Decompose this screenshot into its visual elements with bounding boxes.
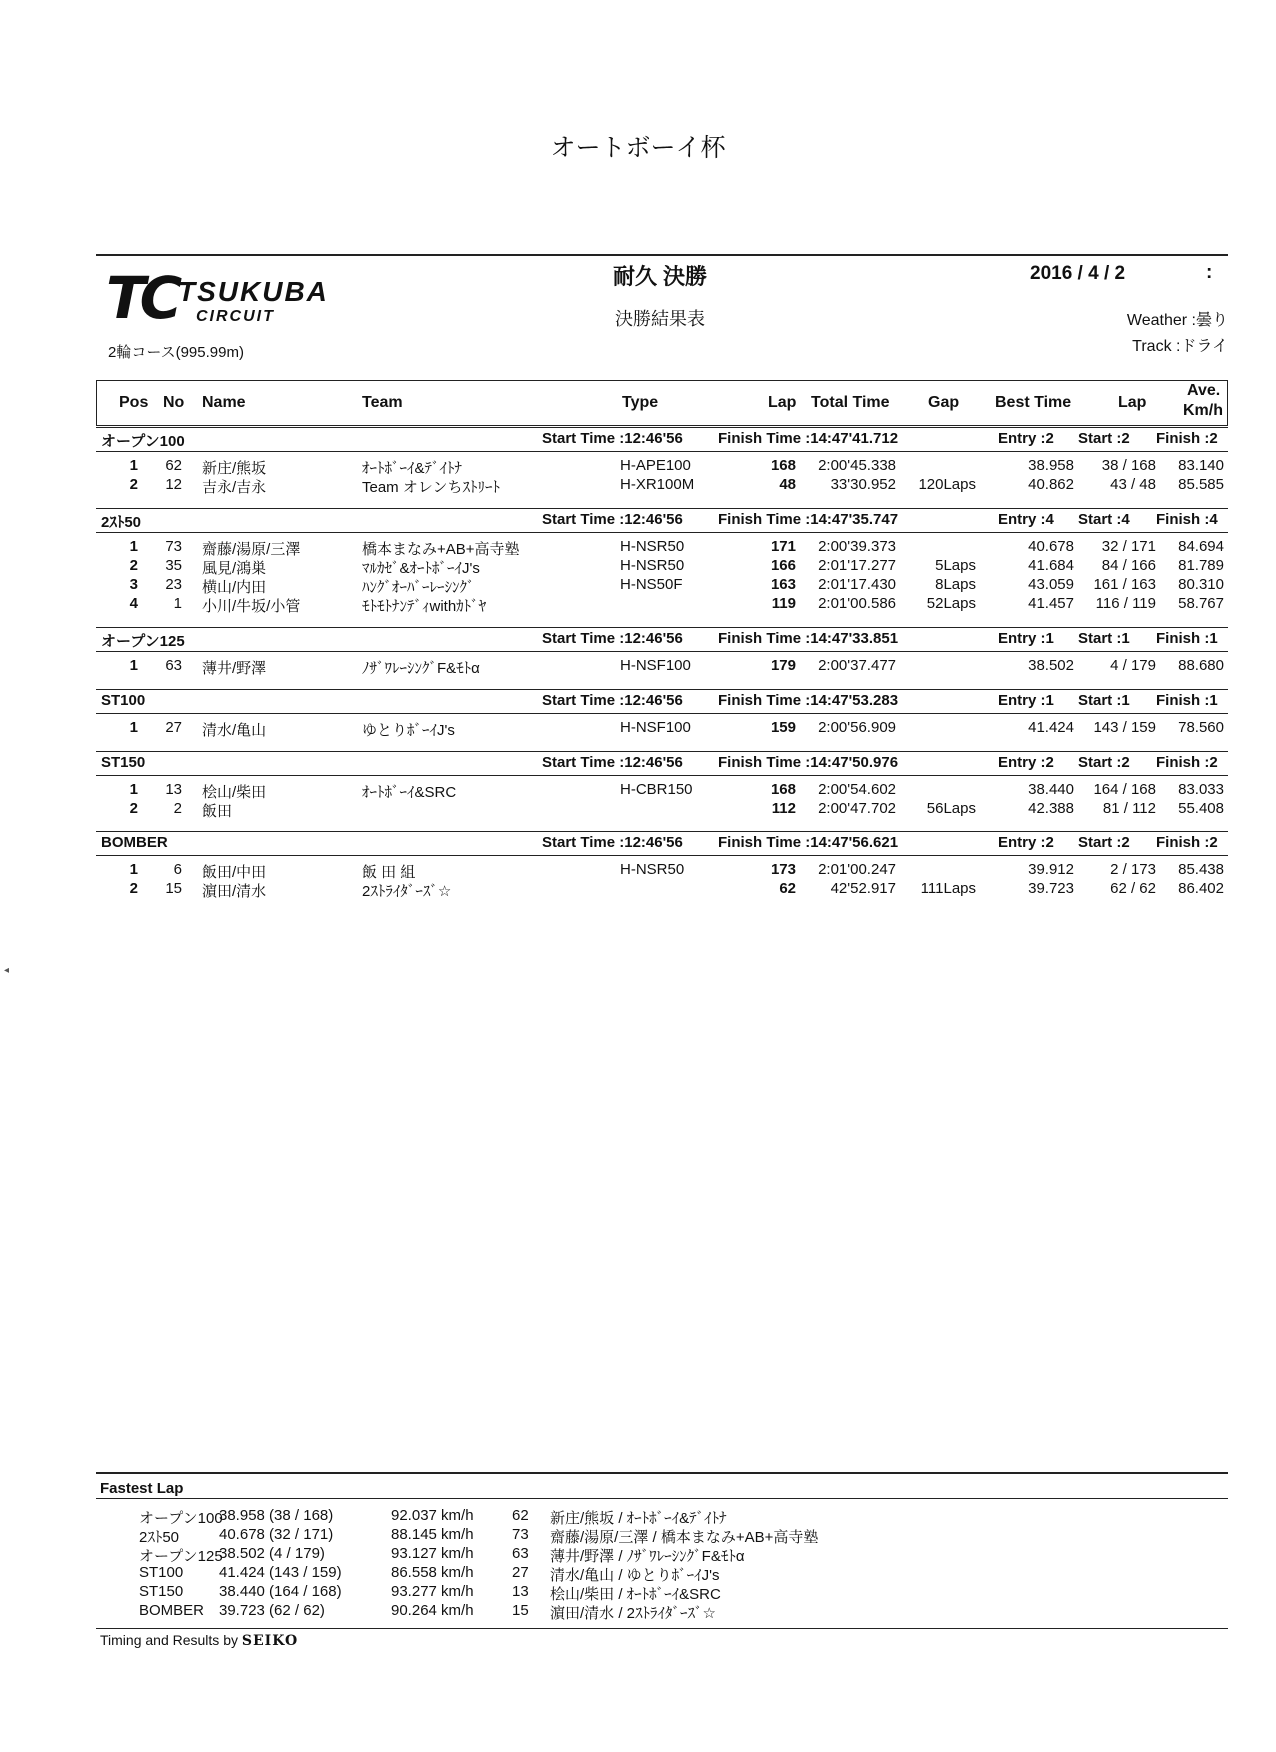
- row-lap: 62: [779, 880, 796, 897]
- event-subtitle: 決勝結果表: [615, 309, 705, 329]
- row-best-time: 39.723: [1028, 880, 1074, 897]
- header-top-rule: [96, 254, 1228, 256]
- row-ave-speed: 86.402: [1178, 880, 1224, 897]
- row-lap: 119: [771, 595, 796, 612]
- fl-time: 38.440 (164 / 168): [219, 1583, 342, 1600]
- fastest-lap-title-rule: [96, 1498, 1228, 1499]
- row-total-time: 2:00'37.477: [818, 657, 896, 674]
- class-entry: Entry :1: [998, 692, 1054, 709]
- row-lap: 163: [770, 576, 796, 593]
- row-name: 風見/鴻巣: [202, 560, 267, 577]
- row-gap: 52Laps: [926, 595, 976, 612]
- row-gap: 56Laps: [926, 800, 976, 817]
- row-team: ﾏﾙｶｾﾞ&ｵｰﾄﾎﾞｰｲJ's: [362, 560, 480, 577]
- row-team: ﾉｻﾞﾜﾚｰｼﾝｸﾞF&ﾓﾄα: [362, 660, 480, 677]
- row-name: 飯田/中田: [202, 864, 267, 881]
- col-kmh: Km/h: [1183, 402, 1223, 419]
- fastest-lap-bottom-rule: [96, 1628, 1228, 1629]
- class-start-time: Start Time :12:46'56: [542, 430, 683, 447]
- fl-time: 40.678 (32 / 171): [219, 1526, 334, 1543]
- row-type: H-NSR50: [620, 861, 685, 878]
- class-name: ST150: [101, 754, 146, 771]
- fastest-lap-row: [0, 1526, 1276, 1545]
- col-ave: Ave.: [1187, 382, 1221, 399]
- result-row: [0, 457, 1276, 477]
- row-best-lap: 143 / 159: [1093, 719, 1156, 736]
- row-no: 73: [165, 538, 182, 555]
- row-best-lap: 164 / 168: [1093, 781, 1156, 798]
- class-name: オープン125: [101, 633, 185, 650]
- row-team: ﾓﾄﾓﾄﾅﾝﾃﾞｨwithｶﾄﾞﾔ: [362, 598, 487, 615]
- row-total-time: 2:00'56.909: [818, 719, 896, 736]
- row-gap: 120Laps: [918, 476, 976, 493]
- fl-time: 41.424 (143 / 159): [219, 1564, 342, 1581]
- fl-time: 38.502 (4 / 179): [219, 1545, 325, 1562]
- class-finished: Finish :4: [1156, 511, 1218, 528]
- event-time: :: [1206, 262, 1213, 283]
- row-lap: 159: [770, 719, 796, 736]
- class-finished: Finish :2: [1156, 430, 1218, 447]
- row-name: 横山/内田: [202, 579, 267, 596]
- event-title: 耐久 決勝: [612, 264, 708, 289]
- row-ave-speed: 80.310: [1178, 576, 1224, 593]
- class-finish-time: Finish Time :14:47'53.283: [718, 692, 899, 709]
- fl-speed: 92.037 km/h: [391, 1507, 474, 1524]
- footer-credit: [100, 1632, 298, 1649]
- fl-no: 13: [512, 1583, 529, 1600]
- fl-class: オープン100: [139, 1510, 223, 1527]
- fl-no: 27: [512, 1564, 529, 1581]
- row-ave-speed: 85.438: [1178, 861, 1224, 878]
- row-pos: 2: [129, 557, 138, 574]
- fastest-lap-title: Fastest Lap: [100, 1480, 184, 1497]
- row-total-time: 2:00'47.702: [818, 800, 896, 817]
- fl-time: 39.723 (62 / 62): [219, 1602, 325, 1619]
- row-ave-speed: 55.408: [1178, 800, 1224, 817]
- class-header-rule: [96, 651, 1228, 652]
- class-start-time: Start Time :12:46'56: [542, 630, 683, 647]
- class-header-rule: [96, 532, 1228, 533]
- result-row: [0, 538, 1276, 558]
- class-top-rule: [96, 751, 1228, 752]
- logo-tc-mark: TC: [106, 264, 177, 332]
- class-entry: Entry :2: [998, 834, 1054, 851]
- result-row: [0, 476, 1276, 496]
- fl-no: 62: [512, 1507, 529, 1524]
- class-start-time: Start Time :12:46'56: [542, 692, 683, 709]
- row-gap: 111Laps: [920, 880, 976, 897]
- fl-class: 2ｽﾄ50: [139, 1529, 180, 1546]
- row-pos: 2: [129, 880, 138, 897]
- class-entry: Entry :2: [998, 754, 1054, 771]
- result-row: [0, 781, 1276, 801]
- course-info: 2輪コース(995.99m): [108, 344, 244, 361]
- row-no: 12: [165, 476, 182, 493]
- class-finish-time: Finish Time :14:47'35.747: [718, 511, 899, 528]
- row-ave-speed: 58.767: [1178, 595, 1224, 612]
- class-name: ST100: [101, 692, 146, 709]
- row-best-lap: 4 / 179: [1110, 657, 1156, 674]
- row-pos: 2: [129, 476, 138, 493]
- class-started: Start :2: [1078, 430, 1130, 447]
- row-total-time: 2:00'39.373: [818, 538, 896, 555]
- class-finished: Finish :1: [1156, 630, 1218, 647]
- class-started: Start :1: [1078, 692, 1130, 709]
- margin-mark: ◂: [4, 965, 10, 976]
- fl-rider-team: 桧山/柴田 / ｵｰﾄﾎﾞｰｲ&SRC: [550, 1586, 721, 1603]
- row-pos: 1: [129, 457, 138, 474]
- row-no: 1: [173, 595, 182, 612]
- row-best-lap: 84 / 166: [1101, 557, 1156, 574]
- row-type: H-CBR150: [620, 781, 693, 798]
- class-finish-time: Finish Time :14:47'41.712: [718, 430, 899, 447]
- row-ave-speed: 85.585: [1178, 476, 1224, 493]
- row-name: 小川/牛坂/小管: [202, 598, 301, 615]
- col-pos: Pos: [119, 394, 149, 411]
- row-team: Team オレンちｽﾄﾘｰﾄ: [362, 479, 500, 496]
- class-finish-time: Finish Time :14:47'56.621: [718, 834, 899, 851]
- row-name: 吉永/吉永: [202, 479, 267, 496]
- row-gap: 8Laps: [935, 576, 976, 593]
- class-started: Start :2: [1078, 754, 1130, 771]
- row-no: 6: [173, 861, 182, 878]
- fl-rider-team: 新庄/熊坂 / ｵｰﾄﾎﾞｰｲ&ﾃﾞｲﾄﾅ: [550, 1510, 727, 1527]
- col-gap: Gap: [928, 394, 960, 411]
- class-started: Start :2: [1078, 834, 1130, 851]
- fl-speed: 93.127 km/h: [391, 1545, 474, 1562]
- row-lap: 168: [770, 457, 796, 474]
- class-start-time: Start Time :12:46'56: [542, 834, 683, 851]
- row-name: 濵田/清水: [202, 883, 267, 900]
- row-best-time: 38.502: [1028, 657, 1074, 674]
- row-no: 13: [165, 781, 182, 798]
- row-best-time: 43.059: [1028, 576, 1074, 593]
- class-top-rule: [96, 831, 1228, 832]
- col-no: No: [163, 394, 185, 411]
- row-best-lap: 116 / 119: [1095, 595, 1156, 612]
- logo-sub: CIRCUIT: [196, 308, 275, 325]
- class-finished: Finish :1: [1156, 692, 1218, 709]
- row-ave-speed: 81.789: [1178, 557, 1224, 574]
- row-best-lap: 43 / 48: [1110, 476, 1156, 493]
- col-lap: Lap: [768, 394, 797, 411]
- row-ave-speed: 88.680: [1178, 657, 1224, 674]
- fl-speed: 86.558 km/h: [391, 1564, 474, 1581]
- row-name: 飯田: [202, 803, 233, 820]
- weather-info: Weather :曇り: [1126, 312, 1228, 329]
- row-type: H-NSF100: [620, 719, 691, 736]
- result-row: [0, 657, 1276, 677]
- class-started: Start :4: [1078, 511, 1130, 528]
- row-pos: 1: [129, 538, 138, 555]
- row-type: H-APE100: [620, 457, 691, 474]
- class-top-rule: [96, 627, 1228, 628]
- row-pos: 1: [129, 719, 138, 736]
- class-entry: Entry :2: [998, 430, 1054, 447]
- row-name: 清水/亀山: [202, 722, 267, 739]
- row-total-time: 2:01'17.430: [818, 576, 896, 593]
- row-name: 新庄/熊坂: [202, 460, 267, 477]
- row-team: ｵｰﾄﾎﾞｰｲ&ﾃﾞｲﾄﾅ: [362, 460, 463, 477]
- row-pos: 1: [129, 657, 138, 674]
- fastest-lap-row: [0, 1545, 1276, 1564]
- row-no: 63: [165, 657, 182, 674]
- row-no: 35: [165, 557, 182, 574]
- row-best-time: 39.912: [1028, 861, 1074, 878]
- class-started: Start :1: [1078, 630, 1130, 647]
- col-best-lap: Lap: [1118, 394, 1147, 411]
- fl-speed: 90.264 km/h: [391, 1602, 474, 1619]
- fl-rider-team: 薄井/野澤 / ﾉｻﾞﾜﾚｰｼﾝｸﾞF&ﾓﾄα: [550, 1548, 745, 1565]
- row-pos: 1: [129, 781, 138, 798]
- track-info: Track :ドライ: [1132, 338, 1228, 355]
- row-no: 2: [173, 800, 182, 817]
- class-name: BOMBER: [101, 834, 168, 851]
- row-name: 桧山/柴田: [202, 784, 267, 801]
- row-no: 23: [165, 576, 182, 593]
- col-team: Team: [362, 394, 403, 411]
- row-type: H-NSF100: [620, 657, 691, 674]
- row-lap: 112: [771, 800, 796, 817]
- result-row: [0, 719, 1276, 739]
- row-type: H-XR100M: [620, 476, 695, 493]
- row-total-time: 2:00'54.602: [818, 781, 896, 798]
- fl-rider-team: 濵田/清水 / 2ｽﾄﾗｲﾀﾞｰｽﾞ☆: [550, 1605, 716, 1622]
- class-top-rule: [96, 689, 1228, 690]
- row-best-lap: 38 / 168: [1101, 457, 1156, 474]
- row-total-time: 2:00'45.338: [818, 457, 896, 474]
- row-best-time: 41.424: [1028, 719, 1074, 736]
- row-lap: 166: [770, 557, 796, 574]
- result-row: [0, 595, 1276, 615]
- col-best-time: Best Time: [995, 394, 1072, 411]
- fastest-lap-row: [0, 1564, 1276, 1583]
- row-name: 齋藤/湯原/三澤: [202, 541, 301, 558]
- class-start-time: Start Time :12:46'56: [542, 511, 683, 528]
- fl-class: オープン125: [139, 1548, 223, 1565]
- row-name: 薄井/野澤: [202, 660, 267, 677]
- col-total-time: Total Time: [811, 394, 890, 411]
- class-header-rule: [96, 855, 1228, 856]
- fl-speed: 93.277 km/h: [391, 1583, 474, 1600]
- class-top-rule: [96, 427, 1228, 428]
- row-lap: 173: [770, 861, 796, 878]
- row-best-lap: 32 / 171: [1101, 538, 1156, 555]
- row-best-time: 38.958: [1028, 457, 1074, 474]
- class-start-time: Start Time :12:46'56: [542, 754, 683, 771]
- row-ave-speed: 83.140: [1178, 457, 1224, 474]
- row-best-time: 41.457: [1028, 595, 1074, 612]
- row-lap: 171: [770, 538, 796, 555]
- fl-no: 15: [512, 1602, 529, 1619]
- fl-rider-team: 清水/亀山 / ゆとりﾎﾞｰｲJ's: [550, 1567, 720, 1584]
- fastest-lap-row: [0, 1602, 1276, 1621]
- tsukuba-circuit-logo: [106, 264, 376, 338]
- row-total-time: 42'52.917: [830, 880, 896, 897]
- row-pos: 2: [129, 800, 138, 817]
- row-best-lap: 81 / 112: [1102, 800, 1156, 817]
- col-name: Name: [202, 394, 246, 411]
- fl-speed: 88.145 km/h: [391, 1526, 474, 1543]
- row-no: 27: [165, 719, 182, 736]
- result-row: [0, 557, 1276, 577]
- row-total-time: 2:01'17.277: [818, 557, 896, 574]
- row-total-time: 2:01'00.247: [818, 861, 896, 878]
- row-best-lap: 62 / 62: [1110, 880, 1156, 897]
- fl-no: 73: [512, 1526, 529, 1543]
- class-name: オープン100: [101, 433, 185, 450]
- class-name: 2ｽﾄ50: [101, 514, 142, 531]
- row-best-time: 41.684: [1028, 557, 1074, 574]
- row-type: H-NSR50: [620, 557, 685, 574]
- row-best-time: 42.388: [1028, 800, 1074, 817]
- fl-rider-team: 齋藤/湯原/三澤 / 橋本まなみ+AB+高寺塾: [550, 1529, 819, 1546]
- row-pos: 3: [129, 576, 138, 593]
- row-best-lap: 161 / 163: [1093, 576, 1156, 593]
- row-ave-speed: 83.033: [1178, 781, 1224, 798]
- fl-class: ST100: [139, 1564, 184, 1581]
- class-finish-time: Finish Time :14:47'33.851: [718, 630, 899, 647]
- fastest-lap-row: [0, 1583, 1276, 1602]
- row-pos: 1: [129, 861, 138, 878]
- row-team: ｵｰﾄﾎﾞｰｲ&SRC: [362, 784, 457, 801]
- result-row: [0, 576, 1276, 596]
- row-no: 15: [165, 880, 182, 897]
- class-header-rule: [96, 713, 1228, 714]
- row-best-time: 38.440: [1028, 781, 1074, 798]
- row-gap: 5Laps: [935, 557, 976, 574]
- result-row: [0, 800, 1276, 820]
- fl-class: BOMBER: [139, 1602, 205, 1619]
- logo-word: TSUKUBA: [178, 276, 329, 307]
- row-team: 橋本まなみ+AB+高寺塾: [362, 541, 520, 558]
- row-team: 飯 田 組: [362, 864, 416, 881]
- row-ave-speed: 78.560: [1178, 719, 1224, 736]
- fastest-lap-row: [0, 1507, 1276, 1526]
- fl-no: 63: [512, 1545, 529, 1562]
- class-header-rule: [96, 451, 1228, 452]
- class-finish-time: Finish Time :14:47'50.976: [718, 754, 899, 771]
- row-type: H-NS50F: [620, 576, 683, 593]
- row-lap: 179: [770, 657, 796, 674]
- class-entry: Entry :1: [998, 630, 1054, 647]
- fl-class: ST150: [139, 1583, 184, 1600]
- seiko-brand: SEIKO: [241, 1633, 299, 1649]
- result-row: [0, 861, 1276, 881]
- row-ave-speed: 84.694: [1178, 538, 1224, 555]
- class-finished: Finish :2: [1156, 834, 1218, 851]
- row-team: ゆとりﾎﾞｰｲJ's: [362, 722, 455, 739]
- class-finished: Finish :2: [1156, 754, 1218, 771]
- row-type: H-NSR50: [620, 538, 685, 555]
- row-best-lap: 2 / 173: [1110, 861, 1156, 878]
- class-header-rule: [96, 775, 1228, 776]
- col-type: Type: [622, 394, 659, 411]
- class-entry: Entry :4: [998, 511, 1054, 528]
- footer-text: Timing and Results by: [100, 1632, 238, 1648]
- row-total-time: 33'30.952: [830, 476, 896, 493]
- row-pos: 4: [129, 595, 138, 612]
- fastest-lap-top-rule: [96, 1472, 1228, 1474]
- result-row: [0, 880, 1276, 900]
- row-no: 62: [165, 457, 182, 474]
- event-date: 2016 / 4 / 2: [1030, 263, 1126, 284]
- page-title: オートボーイ杯: [550, 134, 726, 162]
- fl-time: 38.958 (38 / 168): [219, 1507, 334, 1524]
- row-team: 2ｽﾄﾗｲﾀﾞｰｽﾞ☆: [362, 883, 452, 900]
- row-total-time: 2:01'00.586: [818, 595, 896, 612]
- row-best-time: 40.678: [1028, 538, 1074, 555]
- class-top-rule: [96, 508, 1228, 509]
- row-lap: 168: [770, 781, 796, 798]
- row-lap: 48: [779, 476, 796, 493]
- row-best-time: 40.862: [1028, 476, 1074, 493]
- row-team: ﾊﾝｸﾞｵｰﾊﾞｰﾚｰｼﾝｸﾞ: [362, 579, 475, 596]
